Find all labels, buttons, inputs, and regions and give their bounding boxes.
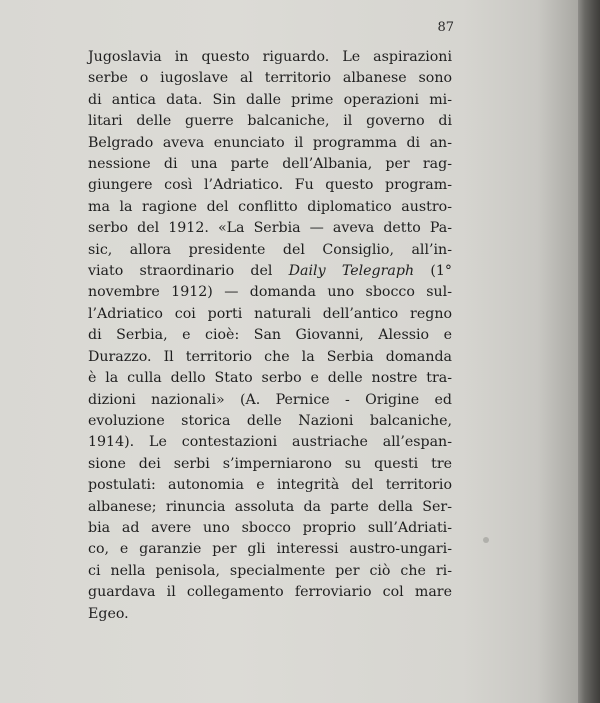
- text-line: bia ad avere uno sbocco proprio sull’Adriati-: [88, 519, 452, 536]
- text-line: guardava il collegamento ferroviario col mare: [88, 584, 452, 601]
- text-line: evoluzione storica delle Nazioni balcaniche,: [88, 412, 452, 429]
- page-number: 87: [437, 20, 454, 35]
- text-line: postulati: autonomia e integrità del territorio: [88, 477, 452, 494]
- text-line: serbe o iugoslave al territorio albanese sono: [88, 70, 452, 87]
- paper-speck: [483, 537, 489, 543]
- page-edge-shadow: [578, 0, 600, 703]
- newspaper-title: Daily Telegraph: [288, 263, 415, 280]
- text-line: è la culla dello Stato serbo e delle nostre tra-: [88, 370, 452, 387]
- text-line: Belgrado aveva enunciato il programma di an-: [88, 134, 452, 151]
- text-line: Jugoslavia in questo riguardo. Le aspirazioni: [88, 49, 452, 65]
- text-line: 1914). Le contestazioni austriache all’espan-: [88, 434, 452, 451]
- text-line: dizioni nazionali» (A. Pernice - Origine ed: [88, 391, 452, 408]
- text-line: Durazzo. Il territorio che la Serbia domanda: [88, 348, 452, 365]
- text-line: ci nella penisola, specialmente per ciò che ri-: [88, 562, 452, 579]
- text-line: nessione di una parte dell’Albania, per rag-: [88, 156, 452, 173]
- text-line: di antica data. Sin dalle prime operazioni mi-: [88, 91, 452, 108]
- text-line: albanese; rinuncia assoluta da parte della Ser-: [88, 498, 452, 515]
- text-line: sione dei serbi s’imperniarono su questi tre: [88, 455, 452, 472]
- text-line: serbo del 1912. «La Serbia — aveva detto Pa-: [88, 220, 452, 237]
- body-text: [88, 47, 452, 625]
- text-line: viato straordinario del Daily Telegraph (1°: [88, 263, 453, 280]
- text-line: litari delle guerre balcaniche, il governo di: [88, 113, 452, 130]
- text-line: Egeo.: [88, 605, 129, 622]
- text-line: l’Adriatico coi porti naturali dell’antico regno: [88, 305, 452, 322]
- text-line: sic, allora presidente del Consiglio, all’in-: [88, 241, 452, 258]
- text-line: ma la ragione del conflitto diplomatico austro-: [88, 198, 452, 215]
- text-line: novembre 1912) — domanda uno sbocco sul-: [88, 284, 452, 301]
- text-line: giungere così l’Adriatico. Fu questo program-: [88, 177, 452, 194]
- text-line: co, e garanzie per gli interessi austro-ungari-: [88, 541, 452, 558]
- text-line: di Serbia, e cioè: San Giovanni, Alessio e: [88, 327, 452, 344]
